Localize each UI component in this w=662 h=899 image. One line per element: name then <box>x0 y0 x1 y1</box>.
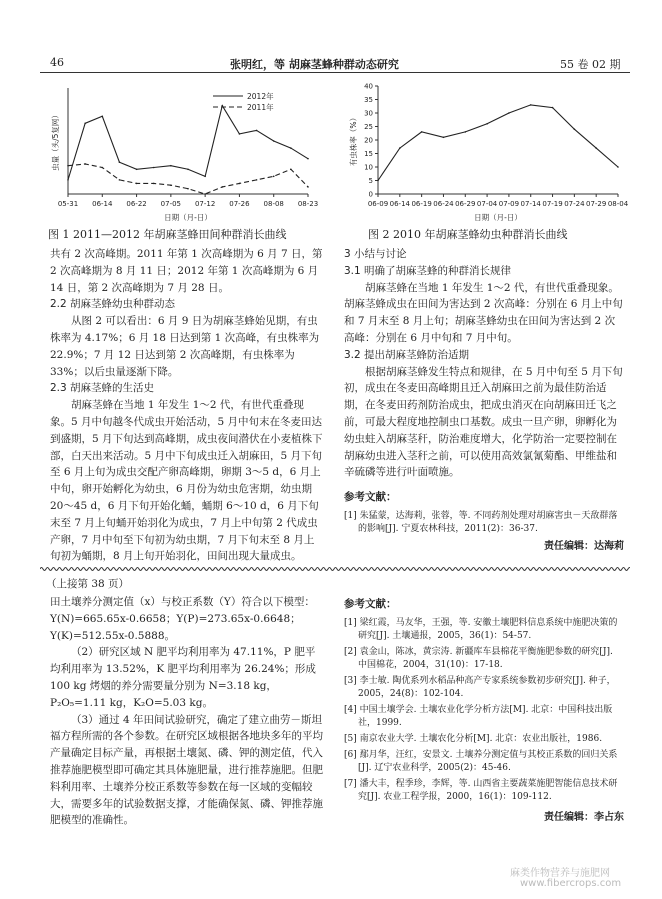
x-tick-label: 07-26 <box>229 200 250 208</box>
data-point <box>307 158 309 160</box>
paragraph: 田土壤养分测定值（x）与校正系数（Y）符合以下模型：Y(N)=665.65x-0.6658；Y(P)=273.65x-0.6648；Y(K)=512.55x-0.5888。 <box>50 596 315 642</box>
data-point <box>443 137 445 139</box>
x-tick-label: 06-29 <box>455 200 476 208</box>
section-heading: 2.2 胡麻茎蜂幼虫种群动态 <box>50 298 176 311</box>
data-point <box>67 179 69 181</box>
section-heading: 2.3 胡麻茎蜂的生活史 <box>50 382 155 395</box>
x-tick-label: 06-14 <box>92 200 113 208</box>
reference-item: [3] 李士敏. 陶优系列水稻品种高产专家系统参数初步研究[J]. 种子，2005，24(8)：102-104. <box>344 676 616 699</box>
watermark-text: 麻类作物营养与施肥网 <box>510 868 610 879</box>
section-heading: 3 小结与讨论 <box>344 248 407 260</box>
data-point <box>119 161 121 163</box>
section-heading: 3.2 提出胡麻茎蜂防治适期 <box>344 348 470 361</box>
y-tick-label: 10 <box>364 163 373 172</box>
data-point <box>290 147 292 149</box>
data-point <box>552 107 554 109</box>
paragraph: 胡麻茎蜂在当地 1 年发生 1～2 代，有世代重叠现象。5 月中旬越冬代成虫开始活动，5 月中旬末在冬麦田达到盛期，5 月下旬达到高峰期，成虫夜间潜伏在小麦植株下部，白天出来活动。5 月中下旬成虫迁入胡麻田，5 月下旬至 6 月上旬为成虫交配产卵高峰期，卵期 3～5 d，6 月上中旬，卵开始孵化为幼虫，6 月份为幼虫危害期，幼虫期 20～45 d，6 月下旬开始化蛹，蛹期 6～10 d，6 月下旬末至 7 月上旬蛹开始羽化为成虫，7 月上中旬第 2 代成虫产卵，7 月中旬至下旬初为幼虫期，7 月下旬末至 8 月上旬初为蛹期，8 月上旬开始羽化，田间出现大量成虫。 <box>50 399 323 563</box>
data-point <box>187 188 189 190</box>
y-tick-label: 5 <box>368 177 373 185</box>
reference-list <box>344 617 624 804</box>
x-tick-label: 07-05 <box>160 200 182 208</box>
y-tick-label: 35 <box>364 96 373 104</box>
x-tick-label: 07-12 <box>194 200 216 208</box>
data-point <box>187 168 189 170</box>
x-tick-label: 08-08 <box>263 200 284 208</box>
references-title: 参考文献： <box>344 598 397 610</box>
x-tick-label: 07-09 <box>498 200 520 208</box>
right-column <box>344 246 624 556</box>
x-tick-label: 07-29 <box>586 200 607 208</box>
data-point <box>67 165 69 167</box>
legend-label: 2012年 <box>247 92 274 101</box>
data-point <box>136 168 138 170</box>
reference-item: [1] 朱猛蒙，达海莉，张蓉，等. 不同药剂处理对胡麻害虫－天敌群落的影响[J]. 宁夏农林科技，2011(2)：36-37. <box>344 510 618 534</box>
lower-left-column <box>50 594 324 829</box>
header-rule <box>40 72 630 73</box>
data-point <box>119 179 121 181</box>
data-point <box>595 147 597 149</box>
data-point <box>256 179 258 181</box>
x-tick-label: 06-19 <box>411 200 432 208</box>
x-tick-label: 06-14 <box>389 200 410 208</box>
data-point <box>307 186 309 188</box>
data-point <box>239 183 241 185</box>
y-tick-label: 30 <box>364 109 373 118</box>
figure-1-caption: 图 1 2011—2012 年胡麻茎蜂田间种群消长曲线 <box>48 228 287 241</box>
reference-item: [7] 潘大丰，程季珍，李辉，等. 山西省主要蔬菜施肥智能信息技术研究[J]. 农业工程学报，2000，16(1)：109-112. <box>344 779 618 802</box>
paragraph: （3）通过 4 年田间试验研究，确定了建立曲劳－斯坦福方程所需的各个参数。在研究区域根据各地块多年的平均产量确定目标产量，再根据土壤氮、磷、钾的测定值，代入推荐施肥模型即可确定其具体施肥量，进行推荐施肥。但肥料利用率、土壤养分校正系数等参数在每一区域的变幅较大，需要多年的试验数据支撑，才能确保氮、磷、钾推荐施肥模型的准确性。 <box>50 713 323 827</box>
data-point <box>290 168 292 170</box>
continued-note: （上接第 38 页） <box>46 578 130 590</box>
data-point <box>136 183 138 185</box>
y-tick-label: 20 <box>364 136 373 145</box>
figure-1-chart <box>40 78 320 228</box>
lower-right-column <box>344 596 624 823</box>
series-line-1 <box>378 105 618 181</box>
data-point <box>153 167 155 169</box>
section-heading: 3.1 明确了胡麻茎蜂的种群消长规律 <box>344 264 512 277</box>
data-point <box>221 105 223 107</box>
x-tick-label: 07-14 <box>520 200 541 208</box>
data-point <box>530 104 532 106</box>
x-tick-label: 06-09 <box>367 200 389 208</box>
legend-label: 2011年 <box>247 103 274 112</box>
y-tick-label: 0 <box>368 190 373 199</box>
section-separator <box>40 566 630 572</box>
paragraph: 从图 2 可以看出：6 月 9 日为胡麻茎蜂始见期，有虫株率为 4.17%；6 月 18 日达到第 1 次高峰，有虫株率为 22.9%；7 月 12 日达到第 2 次高峰期，有虫株率为 33%；以后虫量逐渐下降。 <box>50 315 320 378</box>
paragraph: 胡麻茎蜂在当地 1 年发生 1～2 代，有世代重叠现象。胡麻茎蜂成虫在田间为害达到 2 次高峰：分别在 6 月上中旬和 7 月末至 8 月上旬；胡麻茎蜂幼虫在田间为害达到 2 次高峰：分别在 6 月中旬和 7 月中旬。 <box>344 281 623 344</box>
x-axis-label: 日期（月-日） <box>164 213 212 222</box>
data-point <box>170 184 172 186</box>
y-tick-label: 15 <box>364 150 373 158</box>
x-tick-label: 06-22 <box>126 200 147 208</box>
editor-line: 责任编辑：李占东 <box>544 812 624 823</box>
x-tick-label: 07-19 <box>542 200 563 208</box>
x-tick-label: 07-24 <box>564 200 585 208</box>
page-number: 46 <box>50 56 64 69</box>
data-point <box>256 130 258 132</box>
data-point <box>464 131 466 133</box>
data-point <box>101 167 103 169</box>
data-point <box>204 176 206 178</box>
y-axis-label: 虫量（头/5复网） <box>51 111 60 171</box>
data-point <box>84 123 86 125</box>
reference-item: [1] 梁红霞，马友华，王强，等. 安徽土壤肥料信息系统中施肥决策的研究[J]. 土壤通报，2005，36(1)：54-57. <box>344 618 618 641</box>
paragraph: 根据胡麻茎蜂发生特点和规律，在 5 月中旬至 5 月下旬初，成虫在冬麦田高峰期且迁入胡麻田之前为最佳防治适期，在冬麦田药剂防治成虫，把成虫消灭在向胡麻田迁飞之前，可最大程度地控制虫口基数。成虫一旦产卵，卵孵化为幼虫蛀入胡麻茎秆，防治难度增大，化学防治一定要控制在胡麻幼虫进入茎秆之前，可以使用高效氯氰菊酯、甲维盐和辛硫磷等进行叶面喷施。 <box>344 365 623 479</box>
left-column <box>50 246 324 565</box>
figure-2-chart <box>340 78 630 228</box>
data-point <box>377 180 379 182</box>
reference-item: [4] 中国土壤学会. 土壤农业化学分析方法[M]. 北京：中国科技出版社，1999. <box>344 705 613 728</box>
data-point <box>508 112 510 114</box>
data-point <box>221 186 223 188</box>
paragraph: 共有 2 次高峰期。2011 年第 1 次高峰期为 6 月 7 日，第 2 次高峰期为 8 月 11 日；2012 年第 1 次高峰期为 6 月 14 日，第 2 次高峰期为 7 月 28 日。 <box>50 248 323 294</box>
references-title: 参考文献： <box>344 491 397 504</box>
data-point <box>239 133 241 135</box>
x-tick-label: 08-23 <box>297 200 319 208</box>
x-tick-label: 05-31 <box>57 200 79 208</box>
reference-item: [5] 南京农业大学. 土壤农化分析[M]. 北京：农业出版社，1986. <box>344 734 603 744</box>
running-title: 张明红，等 胡麻茎蜂种群动态研究 <box>230 58 399 71</box>
volume-issue: 55 卷 02 期 <box>560 58 621 71</box>
paragraph: （2）研究区域 N 肥平均利用率为 47.11%，P 肥平均利用率为 13.52%，K 肥平均利用率为 26.24%；形成 100 kg 烤烟的养分需要量分别为 N=3.18 kg，P₂O₅=1.11 kg，K₂O=5.03 kg。 <box>50 646 316 709</box>
x-axis-label: 日期（月-日） <box>474 213 522 222</box>
data-point <box>101 115 103 117</box>
data-point <box>399 147 401 149</box>
editor-line: 责任编辑：达海莉 <box>544 540 624 552</box>
data-point <box>84 163 86 165</box>
data-point <box>421 131 423 133</box>
reference-item: [6] 鄢月华，汪红，安景文. 土壤养分测定值与其校正系数的回归关系[J]. 辽宁农业科学，2005(2)：45-46. <box>344 750 618 773</box>
data-point <box>486 123 488 125</box>
data-point <box>273 140 275 142</box>
y-axis-label: 有虫株率（%） <box>349 113 358 167</box>
x-tick-label: 08-04 <box>607 200 629 208</box>
data-point <box>204 193 206 195</box>
reference-item: [2] 袁金山，陈冰，黄宗涛. 新疆库车县棉花平衡施肥参数的研究[J]. 中国棉花，2004，31(10)：17-18. <box>344 647 613 670</box>
x-tick-label: 06-24 <box>433 200 454 208</box>
data-point <box>574 128 576 130</box>
data-point <box>273 176 275 178</box>
y-tick-label: 40 <box>364 82 373 91</box>
y-tick-label: 25 <box>364 123 373 131</box>
watermark-url: www.fibercrops.com <box>520 878 622 889</box>
figure-2-caption: 图 2 2010 年胡麻茎蜂幼虫种群消长曲线 <box>368 228 568 241</box>
x-tick-label: 07-04 <box>476 200 498 208</box>
data-point <box>153 183 155 185</box>
data-point <box>617 166 619 168</box>
data-point <box>170 165 172 167</box>
